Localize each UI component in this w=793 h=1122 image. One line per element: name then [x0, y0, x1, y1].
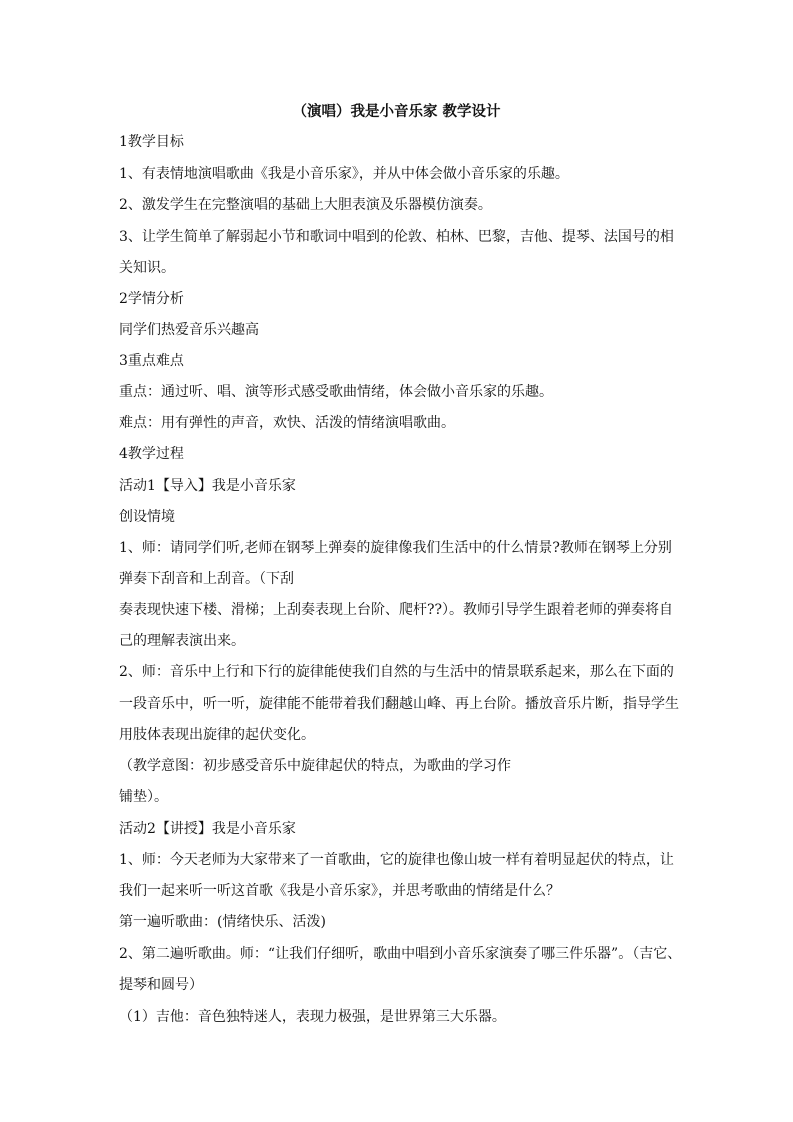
section-heading-process: 4教学过程 [119, 446, 184, 462]
paragraph-line: 同学们热爱音乐兴趣高 [119, 322, 259, 338]
paragraph-line: 重点：通过听、唱、演等形式感受歌曲情绪，体会做小音乐家的乐趣。 [119, 384, 553, 400]
section-heading-analysis: 2学情分析 [119, 291, 184, 307]
paragraph-line: 弹奏下刮音和上刮音。（下刮 [119, 571, 294, 587]
section-heading-objectives: 1教学目标 [119, 134, 184, 150]
paragraph-line: 第一遍听歌曲：(情绪快乐、活泼) [119, 914, 326, 930]
paragraph-line: 关知识。 [119, 260, 175, 276]
paragraph-line: 奏表现快速下楼、滑梯；上刮奏表现上台阶、爬杆??）。教师引导学生跟着老师的弹奏将自 [119, 602, 674, 618]
paragraph-line: 1、有表情地演唱歌曲《我是小音乐家》，并从中体会做小音乐家的乐趣。 [119, 166, 569, 182]
document-title: （演唱）我是小音乐家 教学设计 [292, 103, 501, 120]
paragraph-line: 难点：用有弹性的声音，欢快、活泼的情绪演唱歌曲。 [119, 415, 455, 431]
paragraph-line: 己的理解表演出来。 [119, 633, 245, 649]
activity-heading: 活动2【讲授】我是小音乐家 [119, 821, 296, 837]
paragraph-line: 提琴和圆号） [119, 977, 203, 993]
paragraph-line: 铺垫）。 [119, 789, 168, 805]
paragraph-line: （教学意图：初步感受音乐中旋律起伏的特点，为歌曲的学习作 [119, 758, 511, 774]
section-heading-key-points: 3重点难点 [119, 353, 184, 369]
paragraph-line: 2、师：音乐中上行和下行的旋律能使我们自然的与生活中的情景联系起来，那么在下面的 [119, 664, 674, 680]
paragraph-line: 2、激发学生在完整演唱的基础上大胆表演及乐器模仿演奏。 [119, 197, 492, 213]
paragraph-line: 3、让学生简单了解弱起小节和歌词中唱到的伦敦、柏林、巴黎，吉他、提琴、法国号的相 [119, 229, 674, 245]
paragraph-line: 我们一起来听一听这首歌《我是小音乐家》，并思考歌曲的情绪是什么？ [119, 883, 560, 899]
paragraph-line: （1）吉他：音色独特迷人，表现力极强，是世界第三大乐器。 [119, 1009, 506, 1025]
paragraph-line: 2、第二遍听歌曲。师：“让我们仔细听，歌曲中唱到小音乐家演奏了哪三件乐器”。（吉它、 [119, 946, 682, 962]
activity-heading: 活动1【导入】我是小音乐家 [119, 478, 296, 494]
paragraph-line: 一段音乐中，听一听，旋律能不能带着我们翻越山峰、再上台阶。播放音乐片断，指导学生 [119, 696, 679, 712]
paragraph-line: 1、师：今天老师为大家带来了一首歌曲，它的旋律也像山坡一样有着明显起伏的特点，让 [119, 852, 674, 868]
paragraph-line: 创设情境 [119, 509, 175, 525]
paragraph-line: 1、师：请同学们听,老师在钢琴上弹奏的旋律像我们生活中的什么情景?教师在钢琴上分别 [119, 540, 672, 556]
paragraph-line: 用肢体表现出旋律的起伏变化。 [119, 727, 315, 743]
